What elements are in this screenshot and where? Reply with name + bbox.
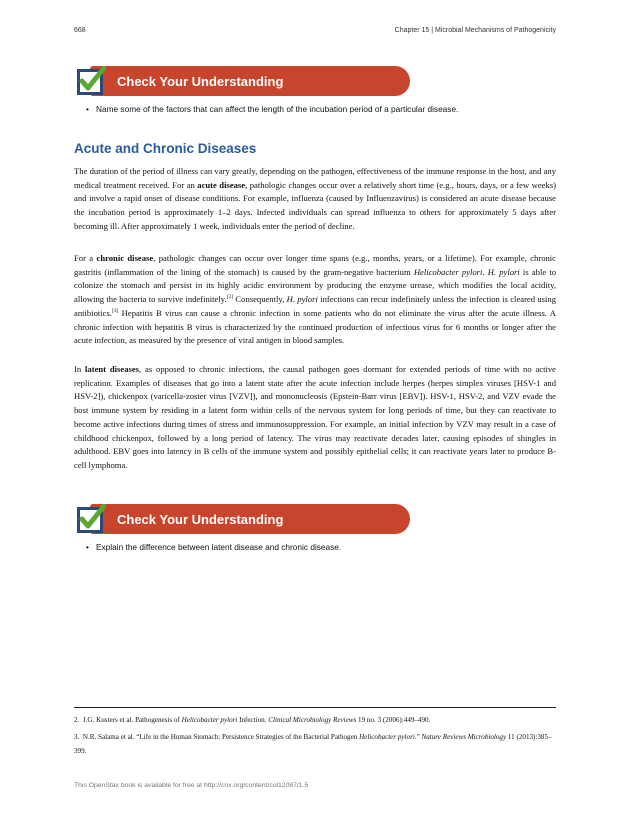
paragraph-chronic: For a chronic disease, pathologic changes can occur over longer time spans (e.g., months, years, or a lifetime). For example, chronic gastritis (inflammation of the lining of the stomach) is caused by the gram-negative bacterium Helicobacter pylori. H. pylori is able to colonize the stomach and persist in its highly acidic environment by producing the enzyme urease, which modifies the local acidity, allowing the bacteria to survive indefinitely.[2] Consequently, H. pylori infections can recur indefinitely unless the infection is cleared using antibiotics.[3] Hepatitis B virus can cause a chronic infection in some patients who do not eliminate the virus after the acute illness. A chronic infection with hepatitis B virus is characterized by the continued production of infectious virus for 6 months or longer after the acute infection, as measured by the presence of viral antigen in blood samples. bbox=[74, 253, 557, 346]
list-item bbox=[86, 542, 342, 552]
bullet-icon: • bbox=[86, 104, 89, 114]
footnote-divider bbox=[74, 707, 556, 708]
list-item bbox=[86, 104, 459, 114]
bullet-text: Name some of the factors that can affect the length of the incubation period of a particular disease. bbox=[96, 104, 459, 114]
chapter-title: Chapter 15 | Microbial Mechanisms of Pathogenicity bbox=[394, 27, 556, 34]
paragraph-latent: In latent diseases, as opposed to chronic infections, the causal pathogen goes dormant for extended periods of time with no active replication. Examples of diseases that go into a latent state after the acute infection include herpes (herpes simplex viruses [HSV-1 and HSV-2]), chickenpox (varicella-zoster virus [VZV]), and mononucleosis (Epstein-Barr virus [EBV]). HSV-1, HSV-2, and VZV evade the host immune system by residing in a latent form within cells of the nervous system for long periods of time, but they can reactivate to become active infections during times of stress and immunosuppression. For example, an initial infection by VZV may result in a case of childhood chickenpox, followed by a long period of latency. The virus may reactivate decades later, causing episodes of shingles in adulthood. EBV goes into latency in B cells of the immune system and possibly epithelial cells; it can reactivate years later to produce B-cell lymphoma. bbox=[74, 364, 557, 470]
bullet-text: Explain the difference between latent disease and chronic disease. bbox=[96, 542, 342, 552]
paragraph-acute: The duration of the period of illness can vary greatly, depending on the pathogen, effectiveness of the immune response in the host, and any medical treatment received. For an acute disease, pathologic changes occur over a relatively short time (e.g., hours, days, or a few weeks) and involve a rapid onset of disease conditions. For example, influenza (caused by Influenzavirus) is considered an acute disease because the incubation period is approximately 1–2 days. Infected individuals can spread influenza to others for approximately 5 days after becoming ill. After approximately 1 week, individuals enter the period of decline. bbox=[74, 166, 556, 231]
term-chronic-disease: chronic disease bbox=[96, 253, 154, 263]
footer-text[interactable]: This OpenStax book is available for free at http://cnx.org/content/col12087/1.5 bbox=[74, 782, 309, 789]
banner-label: Check Your Understanding bbox=[117, 74, 284, 89]
footnote-ref-3[interactable]: [3] bbox=[111, 307, 119, 314]
check-understanding-banner bbox=[76, 504, 410, 536]
banner-label: Check Your Understanding bbox=[117, 512, 284, 527]
checkmark-icon bbox=[76, 504, 106, 534]
footnote-3: 3. N.R. Salama et al. “Life in the Human Stomach: Persistence Strategies of the Bacterial Pathogen Helicobacter pylori.” Nature Reviews Microbiology 11 (2013):385–399. bbox=[74, 733, 552, 755]
section-heading: Acute and Chronic Diseases bbox=[74, 141, 257, 156]
bullet-icon: • bbox=[86, 542, 89, 552]
page-header bbox=[74, 27, 556, 39]
footnote-2: 2. J.G. Kusters et al. Pathogenesis of Helicobacter pylori Infection. Clinical Microbiology Reviews 19 no. 3 (2006):449–490. bbox=[74, 716, 431, 724]
footnote-ref-2[interactable]: [2] bbox=[226, 294, 234, 301]
page-number: 668 bbox=[74, 27, 86, 34]
banner-bar bbox=[90, 504, 410, 534]
check-understanding-banner bbox=[76, 66, 410, 98]
term-acute-disease: acute disease bbox=[197, 179, 246, 190]
page-footer bbox=[74, 782, 308, 789]
checkmark-icon bbox=[76, 66, 106, 96]
banner-bar bbox=[90, 66, 410, 96]
term-latent-diseases: latent diseases bbox=[85, 364, 140, 374]
